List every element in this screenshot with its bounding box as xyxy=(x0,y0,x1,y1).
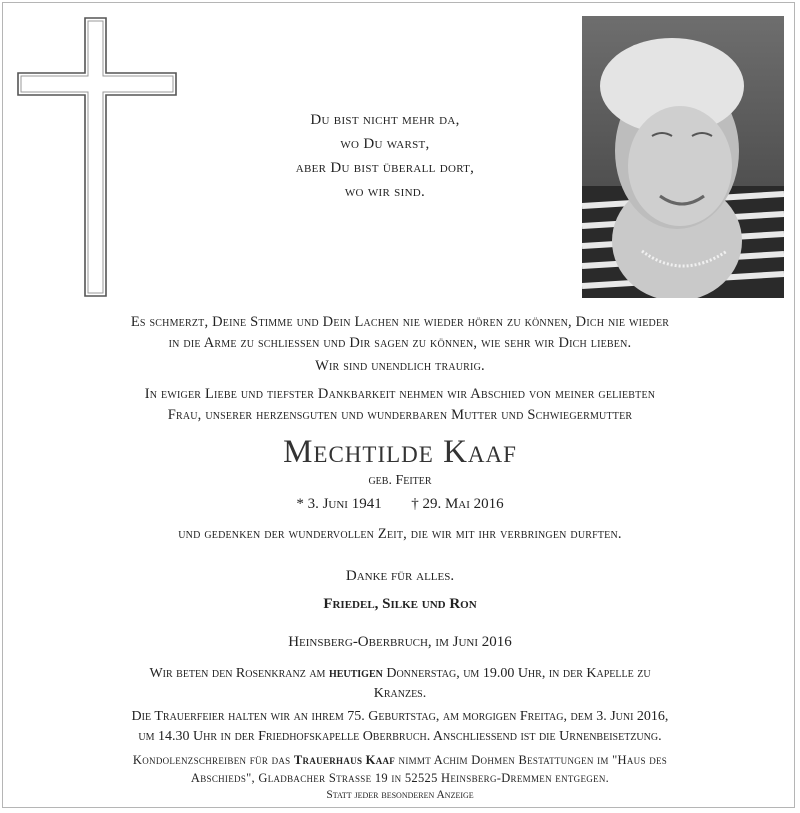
remember-line: und gedenken der wundervollen Zeit, die wir mit ihr verbringen durften. xyxy=(178,526,622,542)
cross-icon xyxy=(17,17,177,297)
rosary-line: Kranzes. xyxy=(373,686,427,701)
intro-line: Es schmerzt, Deine Stimme und Dein Lachen nie wieder hören zu können, Dich nie wieder xyxy=(130,314,670,330)
poem-line: wo Du warst, xyxy=(340,136,430,152)
rosary-text: Wir beten den Rosenkranz am xyxy=(149,666,329,681)
funeral-info xyxy=(0,707,800,747)
poem-line: aber Du bist überall dort, xyxy=(295,160,475,176)
condolence-text: Kondolenzschreiben für das xyxy=(132,753,294,767)
deceased-name: Mechtilde Kaaf xyxy=(283,434,517,470)
condolence-info xyxy=(0,751,800,787)
farewell-paragraph xyxy=(0,384,800,426)
farewell-line: Frau, unserer herzensguten und wunderbaren Mutter und Schwiegermutter xyxy=(167,407,633,423)
rosary-info xyxy=(0,664,800,704)
sad-line: Wir sind unendlich traurig. xyxy=(315,358,485,374)
footer-note: Statt jeder besonderen Anzeige xyxy=(326,789,474,801)
rosary-text: Donnerstag, um 19.00 Uhr, in der Kapelle zu xyxy=(382,666,651,681)
condolence-emphasis: Trauerhaus Kaaf xyxy=(293,753,396,767)
life-dates xyxy=(0,496,800,513)
poem xyxy=(200,108,570,204)
death-date: † 29. Mai 2016 xyxy=(411,496,504,512)
thanks-line: Danke für alles. xyxy=(345,568,455,584)
maiden-name: geb. Feiter xyxy=(368,473,432,488)
place-date: Heinsberg-Oberbruch, im Juni 2016 xyxy=(288,634,512,650)
funeral-line: Die Trauerfeier halten wir an ihrem 75. Geburtstag, am morgigen Freitag, dem 3. Juni 2016, xyxy=(131,709,669,724)
condolence-text: nimmt Achim Dohmen Bestattungen im "Haus des xyxy=(395,753,668,767)
rosary-emphasis: heutigen xyxy=(328,666,383,681)
portrait-photo xyxy=(582,16,784,298)
intro-line: in die Arme zu schliessen und Dir sagen zu können, wie sehr wir Dich lieben. xyxy=(168,335,632,351)
funeral-line: um 14.30 Uhr in der Friedhofskapelle Oberbruch. Anschliessend ist die Urnenbeisetzung. xyxy=(138,729,662,744)
farewell-line: In ewiger Liebe und tiefster Dankbarkeit nehmen wir Abschied von meiner geliebten xyxy=(144,386,656,402)
family-names: Friedel, Silke und Ron xyxy=(323,596,477,612)
rosary-line xyxy=(0,664,800,684)
condolence-line: Abschieds", Gladbacher Strasse 19 in 52525 Heinsberg-Dremmen entgegen. xyxy=(190,771,610,785)
poem-line: wo wir sind. xyxy=(344,184,426,200)
intro-paragraph xyxy=(0,312,800,354)
poem-line: Du bist nicht mehr da, xyxy=(310,112,460,128)
birth-date: * 3. Juni 1941 xyxy=(296,496,382,512)
condolence-line xyxy=(0,751,800,769)
